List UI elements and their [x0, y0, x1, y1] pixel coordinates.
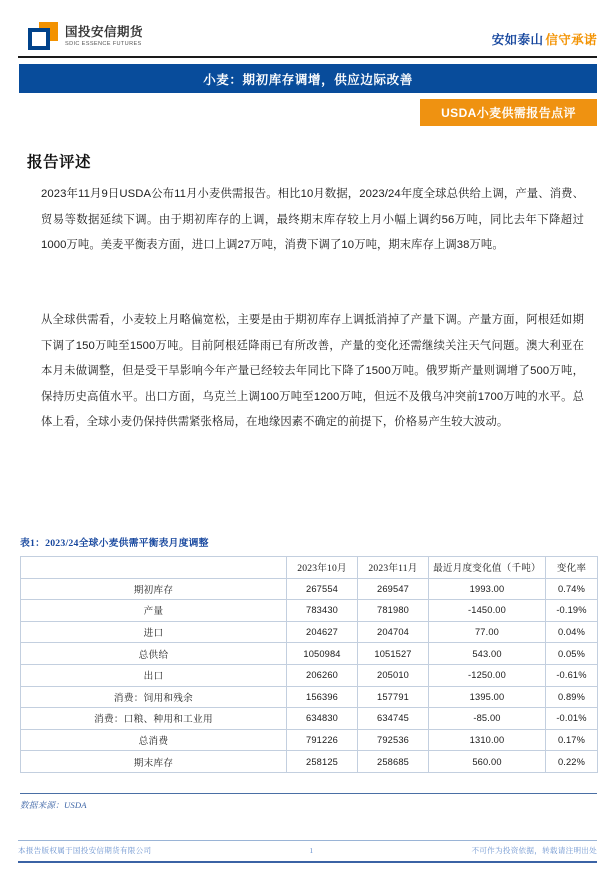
table-col-header-nov: 2023年11月 [358, 557, 429, 579]
row-value-nov: 205010 [358, 664, 429, 686]
row-value-change: 543.00 [429, 643, 546, 665]
logo-company-name-cn: 国投安信期货 [65, 24, 144, 39]
row-label: 消费：口粮、种用和工业用 [21, 708, 287, 730]
row-value-change: 1993.00 [429, 578, 546, 600]
table-row [21, 621, 598, 643]
footer-copyright: 本报告版权属于国投安信期货有限公司 [18, 846, 152, 855]
table-source-note: 数据来源：USDA [20, 800, 87, 810]
row-value-pct: 0.05% [546, 643, 598, 665]
sdic-essence-futures-logo-icon [28, 22, 58, 50]
report-paragraph-1: 2023年11月9日USDA公布11月小麦供需报告。相比10月数据，2023/24年度全球总供给上调，产量、消费、贸易等数据延续下调。由于期初库存的上调，最终期末库存较上月小幅上调约56万吨，同比去年下降超过1000万吨。美麦平衡表方面，进口上调27万吨，消费下调了10万吨，期末库存上调38万吨。 [41, 188, 584, 251]
row-value-pct: 0.04% [546, 621, 598, 643]
table-header [21, 557, 598, 579]
row-value-nov: 1051527 [358, 643, 429, 665]
logo-company-name-en: SDIC ESSENCE FUTURES [65, 40, 142, 47]
table-caption: 表1：2023/24全球小麦供需平衡表月度调整 [20, 538, 209, 549]
row-value-oct: 156396 [287, 686, 358, 708]
report-category-badge-label: USDA小麦供需报告点评 [441, 106, 576, 120]
footer-divider-top [18, 840, 597, 841]
slogan-part-blue: 安如泰山 [491, 33, 544, 47]
row-label: 期末库存 [21, 751, 287, 773]
report-category-badge [420, 99, 597, 126]
masthead-divider [18, 56, 597, 58]
row-label: 总供给 [21, 643, 287, 665]
row-value-nov: 634745 [358, 708, 429, 730]
logo-wordmark [65, 25, 143, 48]
row-value-oct: 791226 [287, 729, 358, 751]
table-header-row [21, 557, 598, 579]
company-slogan [492, 30, 597, 48]
table-col-header-change: 最近月度变化值（千吨） [429, 557, 546, 579]
table-row [21, 643, 598, 665]
table-col-header-oct: 2023年10月 [287, 557, 358, 579]
row-value-pct: 0.17% [546, 729, 598, 751]
page-footer [18, 845, 597, 856]
table-row [21, 578, 598, 600]
row-value-pct: 0.22% [546, 751, 598, 773]
row-label: 期初库存 [21, 578, 287, 600]
table-col-header-pct: 变化率 [546, 557, 598, 579]
row-value-change: -1250.00 [429, 664, 546, 686]
row-value-nov: 792536 [358, 729, 429, 751]
table-body [21, 578, 598, 772]
row-value-pct: -0.19% [546, 600, 598, 622]
footer-page-number: 1 [309, 846, 314, 855]
row-value-change: 1310.00 [429, 729, 546, 751]
row-value-oct: 204627 [287, 621, 358, 643]
row-value-pct: 0.74% [546, 578, 598, 600]
footer-disclaimer: 不可作为投资依据，转载请注明出处 [471, 846, 597, 855]
table-row [21, 600, 598, 622]
table-row [21, 664, 598, 686]
table-col-header-label [21, 557, 287, 579]
row-label: 出口 [21, 664, 287, 686]
report-title: 小麦：期初库存调增，供应边际改善 [203, 72, 413, 87]
row-value-change: 560.00 [429, 751, 546, 773]
table-row [21, 751, 598, 773]
row-value-nov: 204704 [358, 621, 429, 643]
supply-demand-table [20, 556, 598, 773]
row-label: 产量 [21, 600, 287, 622]
row-value-nov: 157791 [358, 686, 429, 708]
report-paragraph-2: 从全球供需看，小麦较上月略偏宽松，主要是由于期初库存上调抵消掉了产量下调。产量方面，阿根廷如期下调了150万吨至1500万吨。目前阿根廷降雨已有所改善，产量的变化还需继续关注天气问题。澳大利亚在本月未做调整，但是受干旱影响今年产量已经较去年同比下降了1500万吨。俄罗斯产量则调增了500万吨，保持历史高值水平。出口方面，乌克兰上调100万吨至1200万吨，但远不及俄乌冲突前1700万吨的水平。总体上看，全球小麦仍保持供需紧张格局，在地缘因素不确定的前提下，价格易产生较大波动。 [41, 314, 584, 428]
row-value-oct: 783430 [287, 600, 358, 622]
section-heading: 报告评述 [27, 154, 92, 171]
row-value-change: -1450.00 [429, 600, 546, 622]
row-value-oct: 258125 [287, 751, 358, 773]
report-title-bar [19, 64, 597, 93]
row-label: 消费：饲用和残余 [21, 686, 287, 708]
row-value-pct: 0.89% [546, 686, 598, 708]
table-bottom-divider [20, 793, 597, 794]
row-value-oct: 1050984 [287, 643, 358, 665]
row-value-change: 1395.00 [429, 686, 546, 708]
row-value-nov: 269547 [358, 578, 429, 600]
table-row [21, 729, 598, 751]
company-logo [28, 22, 143, 50]
row-value-nov: 258685 [358, 751, 429, 773]
row-label: 进口 [21, 621, 287, 643]
row-value-change: -85.00 [429, 708, 546, 730]
footer-divider-bottom [18, 861, 597, 863]
row-label: 总消费 [21, 729, 287, 751]
slogan-part-orange: 信守承诺 [545, 33, 597, 47]
row-value-oct: 267554 [287, 578, 358, 600]
table-row [21, 708, 598, 730]
row-value-change: 77.00 [429, 621, 546, 643]
table-row [21, 686, 598, 708]
row-value-oct: 634830 [287, 708, 358, 730]
row-value-pct: -0.61% [546, 664, 598, 686]
page-masthead [0, 0, 615, 57]
row-value-oct: 206260 [287, 664, 358, 686]
logo-blue-square-icon [28, 28, 50, 50]
row-value-nov: 781980 [358, 600, 429, 622]
row-value-pct: -0.01% [546, 708, 598, 730]
